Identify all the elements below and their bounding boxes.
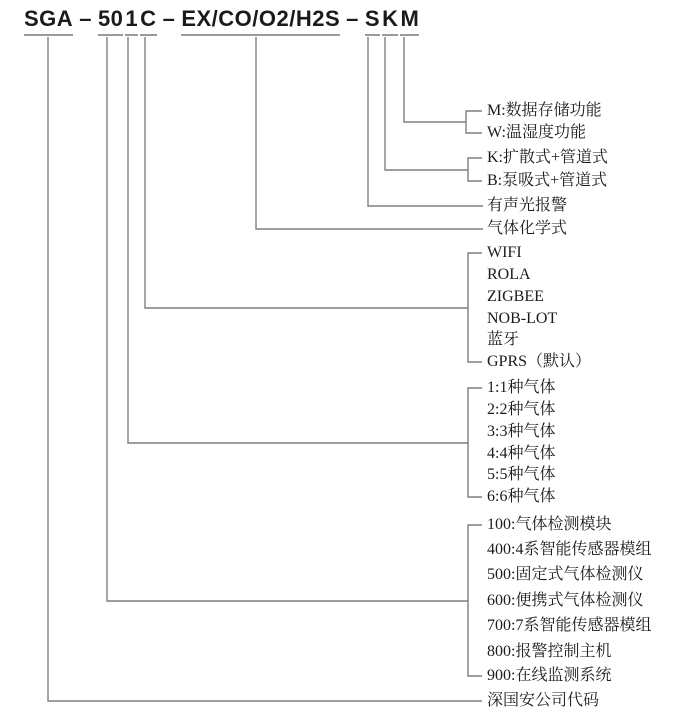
bracket-communication-options — [468, 253, 482, 362]
label-series-400: 400:4系智能传感器模组 — [487, 541, 652, 558]
label-gas-count-2: 2:2种气体 — [487, 401, 556, 418]
label-gas-count-6: 6:6种气体 — [487, 488, 556, 505]
label-series-100: 100:气体检测模块 — [487, 516, 612, 533]
label-gas-count-4: 4:4种气体 — [487, 445, 556, 462]
label-comm-zigbee: ZIGBEE — [487, 288, 544, 305]
label-sampling-b: B:泵吸式+管道式 — [487, 172, 608, 189]
bracket-gas-count-options — [468, 388, 482, 497]
label-gas-count-3: 3:3种气体 — [487, 423, 556, 440]
line-communication-segment — [145, 37, 468, 308]
model-dash-3: – — [346, 6, 359, 31]
model-segment-gas-formula: EX/CO/O2/H2S — [181, 6, 340, 36]
label-comm-rola: ROLA — [487, 266, 531, 283]
line-k-segment — [385, 37, 468, 170]
model-segment-m: M — [400, 6, 419, 36]
label-series-600: 600:便携式气体检测仪 — [487, 592, 644, 609]
model-dash-2: – — [162, 6, 176, 31]
label-series-700: 700:7系智能传感器模组 — [487, 617, 652, 634]
line-gas-count-segment — [128, 37, 468, 443]
model-segment-k: K — [382, 6, 398, 36]
bracket-sampling-options — [468, 158, 482, 181]
bracket-function-options — [466, 111, 482, 133]
label-gas-count-5: 5:5种气体 — [487, 466, 556, 483]
label-series-500: 500:固定式气体检测仪 — [487, 566, 644, 583]
model-segment-company: SGA — [24, 6, 73, 36]
line-m-segment — [404, 37, 466, 122]
label-gas-count-1: 1:1种气体 — [487, 379, 556, 396]
model-segment-gas-count: 1 — [125, 6, 138, 36]
model-dash-1: – — [79, 6, 92, 31]
label-company-code: 深国安公司代码 — [487, 692, 600, 709]
label-series-900: 900:在线监测系统 — [487, 667, 612, 684]
label-gas-formula: 气体化学式 — [487, 220, 568, 237]
bracket-series-options — [468, 525, 482, 676]
label-function-w: W:温湿度功能 — [487, 124, 586, 141]
label-comm-bluetooth: 蓝牙 — [487, 331, 520, 348]
line-gas-formula-segment — [256, 37, 483, 229]
label-alarm: 有声光报警 — [487, 197, 568, 214]
label-series-800: 800:报警控制主机 — [487, 643, 612, 660]
model-segment-communication: C — [140, 6, 156, 36]
label-sampling-k: K:扩散式+管道式 — [487, 149, 609, 166]
label-comm-gprs: GPRS（默认） — [487, 353, 592, 370]
label-comm-noblot: NOB-LOT — [487, 310, 558, 327]
model-segment-s: S — [365, 6, 380, 36]
label-function-m: M:数据存储功能 — [487, 102, 602, 119]
model-segment-series: 50 — [98, 6, 123, 36]
label-comm-wifi: WIFI — [487, 244, 522, 261]
